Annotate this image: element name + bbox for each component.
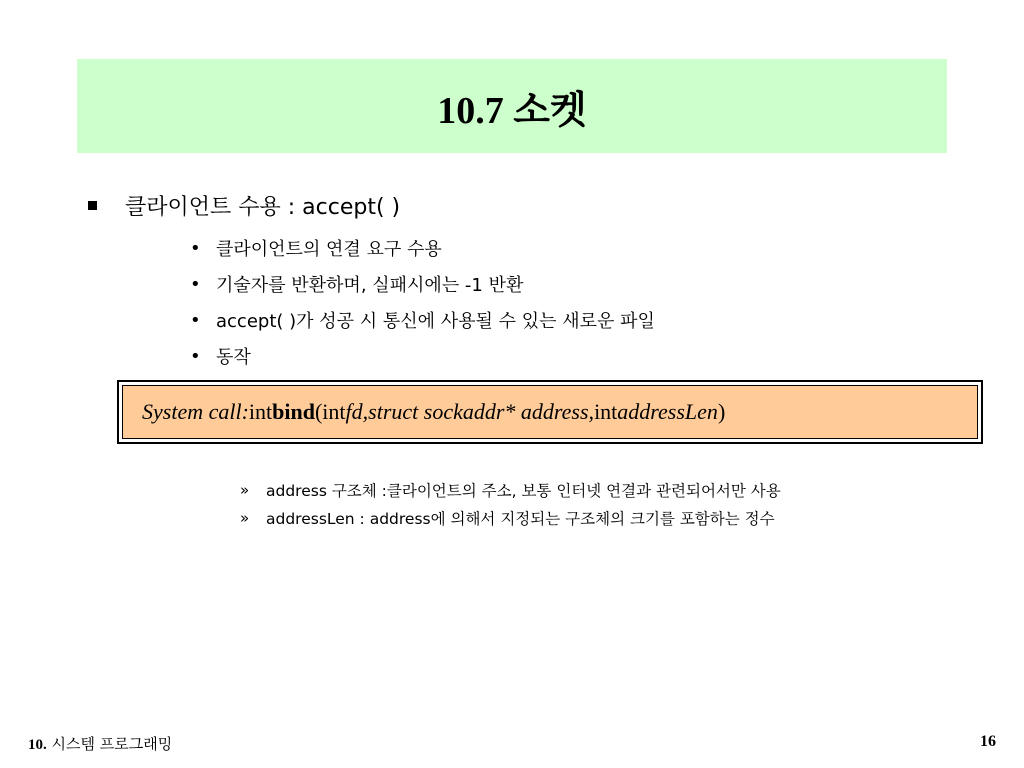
list-item: [190, 230, 655, 266]
list-item-text: 기술자를 반환하며, 실패시에는 -1 반환: [216, 275, 524, 296]
syscall-box: [117, 380, 983, 444]
footer-chapter-title: 시스템 프로그래밍: [51, 735, 173, 753]
footer-chapter-number: 10.: [28, 737, 47, 753]
detail-list: [240, 476, 781, 532]
sub-bullet-list: [190, 230, 655, 374]
syscall-type-int: int: [248, 399, 273, 424]
list-item-text: 클라이언트의 연결 요구 수용: [216, 239, 442, 260]
list-item: [240, 476, 781, 504]
dot-bullet-icon: •: [190, 345, 201, 367]
syscall-function-name: bind: [272, 399, 315, 424]
syscall-arg-addresslen: addressLen: [617, 399, 718, 424]
list-item-text: address 구조체 :클라이언트의 주소, 보통 인터넷 연결과 관련되어서만 사용: [266, 482, 781, 500]
syscall-open-paren: (: [314, 399, 323, 424]
list-item-text: accept( )가 성공 시 통신에 사용될 수 있는 새로운 파일: [216, 311, 655, 332]
double-chevron-icon: »: [240, 509, 250, 527]
dot-bullet-icon: •: [190, 273, 201, 295]
list-item-text: addressLen : address에 의해서 지정되는 구조체의 크기를 포함하는 정수: [266, 510, 775, 528]
main-bullet-text: 클라이언트 수용 : accept( ): [125, 195, 401, 220]
footer-chapter: [28, 733, 172, 754]
syscall-signature: [122, 385, 978, 439]
list-item: [190, 302, 655, 338]
double-chevron-icon: »: [240, 481, 250, 499]
list-item: [190, 338, 655, 374]
list-item: [240, 504, 781, 532]
syscall-type-int: int: [322, 399, 346, 424]
syscall-type-int: int: [594, 399, 618, 424]
slide-title-bar: [77, 59, 947, 153]
dot-bullet-icon: •: [190, 309, 201, 331]
dot-bullet-icon: •: [190, 237, 201, 259]
list-item-text: 동작: [216, 347, 251, 368]
slide-title: 10.7 소켓: [437, 89, 587, 132]
page-number: 16: [980, 733, 996, 750]
syscall-label: System call:: [142, 399, 249, 424]
main-bullet: [88, 190, 400, 221]
list-item: [190, 266, 655, 302]
square-bullet-icon: [88, 201, 97, 210]
syscall-arg-address: struct sockaddr* address,: [368, 399, 595, 424]
syscall-close-paren: ): [717, 399, 726, 424]
syscall-arg-fd: fd,: [345, 399, 369, 424]
